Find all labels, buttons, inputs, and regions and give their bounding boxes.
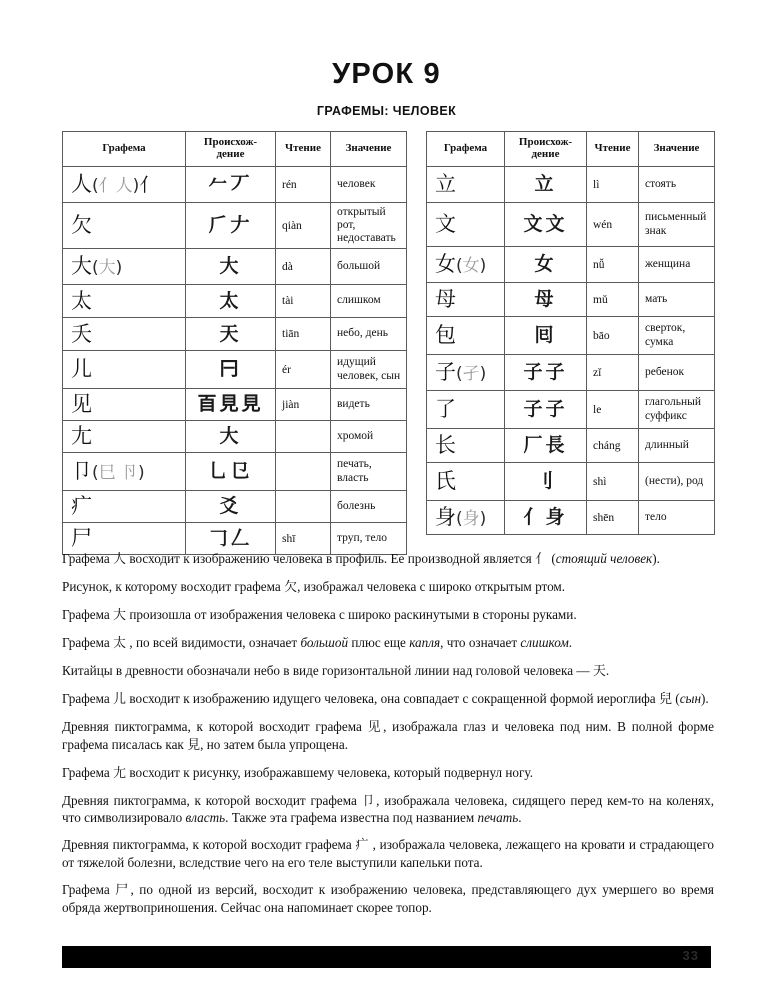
grapheme-main: 女 — [435, 252, 456, 276]
cell-grapheme — [427, 167, 505, 203]
cell-origin-pictograph: 文文 — [505, 203, 587, 247]
inline-grapheme: 天 — [592, 664, 606, 679]
header-origin — [505, 132, 587, 167]
cell-reading: zǐ — [587, 355, 639, 391]
grapheme-variant: 亻人 — [98, 176, 133, 196]
cell-meaning: большой — [331, 249, 407, 285]
inline-grapheme: 太 — [113, 636, 127, 651]
header-origin-line1: Происхож- — [203, 136, 258, 149]
page-number: 33 — [682, 948, 699, 963]
paragraph-text: , изображала глаз и человека под ним. В полной форме графема писалась как — [62, 719, 714, 752]
paragraph-text: . — [605, 663, 610, 678]
grapheme-main: 长 — [435, 433, 456, 457]
cell-reading: qiàn — [276, 203, 331, 249]
cell-meaning: ребенок — [639, 355, 715, 391]
cell-origin-pictograph: 立 — [505, 167, 587, 203]
cell-meaning: человек — [331, 167, 407, 203]
table-row — [427, 203, 715, 247]
cell-reading: shī — [276, 523, 331, 555]
header-grapheme: Графема — [427, 132, 505, 167]
paragraph-text: плюс еще — [348, 635, 410, 650]
grapheme-table-left-body — [63, 167, 407, 555]
cell-meaning: идущий человек, сын — [331, 351, 407, 389]
paragraph-text: ). — [652, 551, 660, 566]
paragraph-text: Графема — [62, 882, 116, 898]
inline-grapheme: 卩 — [361, 793, 377, 809]
table-row — [63, 523, 407, 555]
cell-grapheme — [63, 249, 186, 285]
paragraph-text: Графема — [62, 764, 114, 780]
grapheme-main: 人 — [71, 172, 92, 196]
cell-reading — [276, 421, 331, 453]
grapheme-main: 太 — [71, 288, 92, 313]
footer-bar — [62, 946, 711, 968]
cell-grapheme — [427, 355, 505, 391]
table-row — [63, 351, 407, 389]
p-da — [62, 607, 714, 625]
grapheme-table-right — [426, 131, 715, 535]
paragraph-text: Древняя пиктограмма, к которой восходит графема — [62, 792, 362, 808]
paragraph-text: Графема — [62, 635, 114, 650]
p-qian — [62, 579, 714, 597]
emphasis-text: сын — [679, 691, 702, 706]
cell-grapheme — [427, 429, 505, 463]
p-ne — [62, 837, 714, 871]
grapheme-variant: 孑 — [462, 364, 480, 384]
emphasis-text: стоящий человек — [555, 551, 653, 566]
inline-grapheme: 兒 — [658, 692, 672, 707]
grapheme-variant: 女 — [462, 256, 480, 276]
inline-grapheme: 尢 — [113, 765, 127, 781]
cell-origin-pictograph: 太 — [186, 285, 276, 318]
table-row — [427, 391, 715, 429]
cell-reading: tài — [276, 285, 331, 318]
paragraph-text: , по одной из версий, восходит к изображению человека, представляющего дух умершего во время обряда жертвоприношения. Сейчас она напоминает скорее топор. — [62, 882, 714, 915]
grapheme-main: 身 — [435, 505, 456, 529]
cell-grapheme — [427, 203, 505, 247]
inline-grapheme: 見 — [187, 737, 201, 753]
grapheme-main: 疒 — [71, 494, 92, 518]
table-row — [63, 421, 407, 453]
p-wang — [62, 765, 714, 783]
header-origin-line2: дение — [216, 148, 245, 160]
inline-grapheme: 人 — [113, 552, 127, 567]
cell-origin-pictograph: 𦣻見見 — [186, 389, 276, 421]
variant-paren-open: ( — [92, 258, 99, 278]
table-row — [63, 491, 407, 523]
grapheme-main: 包 — [435, 323, 456, 347]
cell-meaning: небо, день — [331, 318, 407, 351]
cell-reading: mǔ — [587, 283, 639, 317]
paragraph-text: Китайцы в древности обозначали небо в виде горизонтальной линии над головой человека — — [62, 663, 593, 678]
cell-meaning: женщина — [639, 247, 715, 283]
cell-origin-pictograph: 大 — [186, 249, 276, 285]
cell-reading: bāo — [587, 317, 639, 355]
explanation-paragraphs — [62, 551, 714, 927]
paragraph-text: восходит к рисунку, изображавшему человека, который подвернул ногу. — [126, 764, 533, 780]
variant-paren-open: ( — [92, 463, 99, 483]
inline-grapheme: 疒 — [355, 838, 369, 854]
cell-origin-pictograph: 亻身 — [505, 501, 587, 535]
cell-meaning: письменный знак — [639, 203, 715, 247]
cell-meaning: слишком — [331, 285, 407, 318]
cell-grapheme — [63, 523, 186, 555]
grapheme-main: 欠 — [71, 213, 92, 237]
paragraph-text: восходит к изображению идущего человека, она совпадает с сокращенной формой иероглифа — [126, 691, 659, 706]
cell-origin-pictograph: 𠂉丆 — [186, 167, 276, 203]
cell-origin-pictograph: 囘 — [505, 317, 587, 355]
inline-grapheme: 大 — [113, 608, 127, 623]
emphasis-text: печать — [477, 810, 519, 825]
cell-meaning: хромой — [331, 421, 407, 453]
table-row — [63, 285, 407, 318]
header-origin — [186, 132, 276, 167]
table-row — [427, 317, 715, 355]
cell-origin-pictograph: 厂長 — [505, 429, 587, 463]
cell-grapheme — [427, 247, 505, 283]
grapheme-main: 文 — [435, 212, 456, 236]
cell-reading: dà — [276, 249, 331, 285]
cell-reading: tiān — [276, 318, 331, 351]
paragraph-text: Рисунок, к которому восходит графема — [62, 579, 285, 594]
cell-reading: rén — [276, 167, 331, 203]
grapheme-variant: 巳 卪 — [98, 463, 139, 483]
paragraph-text: , изображала человека, лежащего на кровати и страдающего от тяжелой болезни, вследствие чего на его теле выступили капельки пота. — [62, 837, 714, 870]
cell-meaning: открытый рот, недоставать — [331, 203, 407, 249]
cell-origin-pictograph: 𠂆𠂇 — [186, 203, 276, 249]
p-jie — [62, 793, 714, 827]
header-origin-line1: Происхож- — [518, 136, 573, 149]
cell-meaning: тело — [639, 501, 715, 535]
paragraph-text: Графема — [62, 691, 114, 706]
header-reading: Чтение — [587, 132, 639, 167]
cell-origin-pictograph: 女 — [505, 247, 587, 283]
emphasis-text: власть — [185, 810, 226, 825]
variant-paren-close: ) — [479, 364, 487, 384]
paragraph-text: , изображала человека, сидящего перед кем-то на коленях, что символизировало — [62, 792, 715, 825]
table-row — [427, 283, 715, 317]
cell-grapheme — [63, 491, 186, 523]
grapheme-variant: 大 — [98, 258, 116, 278]
table-row — [63, 453, 407, 491]
cell-origin-pictograph: 爻 — [186, 491, 276, 523]
inline-grapheme: 欠 — [284, 580, 298, 595]
cell-origin-pictograph: 母 — [505, 283, 587, 317]
cell-origin-pictograph: 刂 — [505, 463, 587, 501]
paragraph-text: . — [518, 810, 522, 825]
cell-grapheme — [427, 463, 505, 501]
variant-paren-close: ) — [138, 463, 145, 483]
cell-origin-pictograph: 子子 — [505, 391, 587, 429]
grapheme-main: 夭 — [71, 321, 92, 346]
paragraph-text: . Также эта графема известна под названием — [225, 810, 478, 825]
cell-reading: wén — [587, 203, 639, 247]
table-row — [63, 167, 407, 203]
cell-meaning: сверток, сумка — [639, 317, 715, 355]
cell-grapheme — [63, 389, 186, 421]
paragraph-text: Древняя пиктограмма, к которой восходит графема — [62, 837, 356, 853]
cell-reading: shēn — [587, 501, 639, 535]
paragraph-text: , по всей видимости, означает — [126, 635, 301, 650]
grapheme-main: 母 — [435, 287, 456, 311]
cell-grapheme — [63, 167, 186, 203]
cell-reading: ér — [276, 351, 331, 389]
cell-grapheme — [63, 351, 186, 389]
grapheme-main: 卩 — [71, 459, 92, 483]
cell-grapheme — [63, 453, 186, 491]
variant-paren-open: ( — [456, 256, 463, 276]
cell-reading: lì — [587, 167, 639, 203]
grapheme-derivative: 亻 — [139, 174, 159, 196]
table-row — [427, 167, 715, 203]
cell-grapheme — [427, 391, 505, 429]
emphasis-text: слишком — [520, 635, 569, 650]
header-grapheme: Графема — [63, 132, 186, 167]
table-row — [427, 355, 715, 391]
cell-reading: shì — [587, 463, 639, 501]
table-header-row — [427, 132, 715, 167]
cell-meaning: болезнь — [331, 491, 407, 523]
paragraph-text: восходит к изображению человека в профиль. Ее производной является — [126, 551, 536, 566]
emphasis-text: большой — [300, 635, 349, 650]
table-row — [63, 389, 407, 421]
cell-reading — [276, 453, 331, 491]
paragraph-text: . — [568, 635, 573, 650]
cell-meaning: стоять — [639, 167, 715, 203]
cell-meaning: (нести), род — [639, 463, 715, 501]
variant-paren-open: ( — [456, 364, 463, 384]
inline-grapheme: 尸 — [115, 883, 131, 899]
paragraph-text: Графема — [62, 607, 114, 622]
cell-origin-pictograph: 子子 — [505, 355, 587, 391]
cell-grapheme — [427, 501, 505, 535]
header-origin-line2: дение — [531, 148, 560, 160]
cell-grapheme — [63, 285, 186, 318]
grapheme-main: 氏 — [435, 469, 456, 493]
grapheme-main: 儿 — [71, 357, 92, 381]
cell-origin-pictograph: 𠔼 — [186, 351, 276, 389]
variant-paren-close: ) — [132, 176, 140, 196]
table-row — [63, 318, 407, 351]
grapheme-table-right-body — [427, 167, 715, 535]
table-row — [427, 247, 715, 283]
grapheme-variant: 身 — [462, 509, 480, 529]
cell-origin-pictograph: 天 — [186, 318, 276, 351]
table-row — [427, 429, 715, 463]
cell-reading — [276, 491, 331, 523]
table-row — [63, 203, 407, 249]
inline-grapheme: 见 — [367, 720, 384, 735]
cell-meaning: видеть — [331, 389, 407, 421]
header-meaning: Значение — [639, 132, 715, 167]
header-reading: Чтение — [276, 132, 331, 167]
cell-grapheme — [427, 283, 505, 317]
grapheme-main: 尢 — [71, 424, 92, 448]
paragraph-text: , изображал человека с широко открытым ртом. — [297, 579, 566, 594]
cell-meaning: печать, власть — [331, 453, 407, 491]
grapheme-main: 尸 — [71, 526, 92, 550]
grapheme-main: 大 — [71, 254, 92, 278]
p-ren — [62, 551, 714, 569]
variant-paren-close: ) — [115, 258, 123, 278]
cell-meaning: труп, тело — [331, 523, 407, 555]
grapheme-main: 子 — [435, 360, 456, 384]
p-tian — [62, 663, 714, 681]
header-meaning: Значение — [331, 132, 407, 167]
p-tai — [62, 635, 714, 653]
table-header-row — [63, 132, 407, 167]
p-er — [62, 691, 714, 709]
cell-origin-pictograph: 𠃌𠃋 — [186, 523, 276, 555]
paragraph-text: произошла от изображения человека с широко раскинутыми в стороны руками. — [126, 607, 577, 622]
cell-meaning: мать — [639, 283, 715, 317]
cell-reading: cháng — [587, 429, 639, 463]
variant-paren-close: ) — [479, 256, 487, 276]
emphasis-text: капля — [409, 635, 441, 650]
cell-meaning: длинный — [639, 429, 715, 463]
inline-grapheme: 儿 — [113, 692, 127, 707]
paragraph-text: ( — [548, 551, 556, 566]
grapheme-main: 了 — [435, 397, 456, 421]
cell-grapheme — [63, 318, 186, 351]
cell-reading: jiàn — [276, 389, 331, 421]
inline-grapheme: 亻 — [535, 552, 549, 567]
cell-grapheme — [63, 203, 186, 249]
grapheme-main: 见 — [71, 392, 92, 416]
cell-grapheme — [63, 421, 186, 453]
paragraph-text: ). — [701, 691, 709, 706]
cell-reading: le — [587, 391, 639, 429]
variant-paren-open: ( — [456, 509, 463, 529]
paragraph-text: Древняя пиктограмма, к которой восходит графема — [62, 719, 368, 734]
grapheme-tables — [0, 131, 773, 550]
table-row — [427, 463, 715, 501]
cell-reading: nǚ — [587, 247, 639, 283]
paragraph-text: , что означает — [440, 635, 521, 650]
variant-paren-close: ) — [479, 509, 487, 529]
cell-grapheme — [427, 317, 505, 355]
page-subtitle: ГРАФЕМЫ: ЧЕЛОВЕК — [316, 104, 457, 118]
p-shi — [62, 882, 714, 916]
table-row — [63, 249, 407, 285]
grapheme-main: 立 — [435, 172, 456, 196]
cell-origin-pictograph: 大 — [186, 421, 276, 453]
cell-meaning: глагольный суффикс — [639, 391, 715, 429]
paragraph-text: ( — [671, 691, 680, 706]
paragraph-text: , но затем была упрощена. — [200, 736, 349, 752]
variant-paren-open: ( — [92, 176, 99, 196]
cell-origin-pictograph: 乚㔾 — [186, 453, 276, 491]
p-jian — [62, 719, 714, 754]
table-row — [427, 501, 715, 535]
page-title: УРОК 9 — [332, 58, 441, 90]
paragraph-text: Графема — [62, 551, 114, 566]
grapheme-table-left — [62, 131, 407, 555]
